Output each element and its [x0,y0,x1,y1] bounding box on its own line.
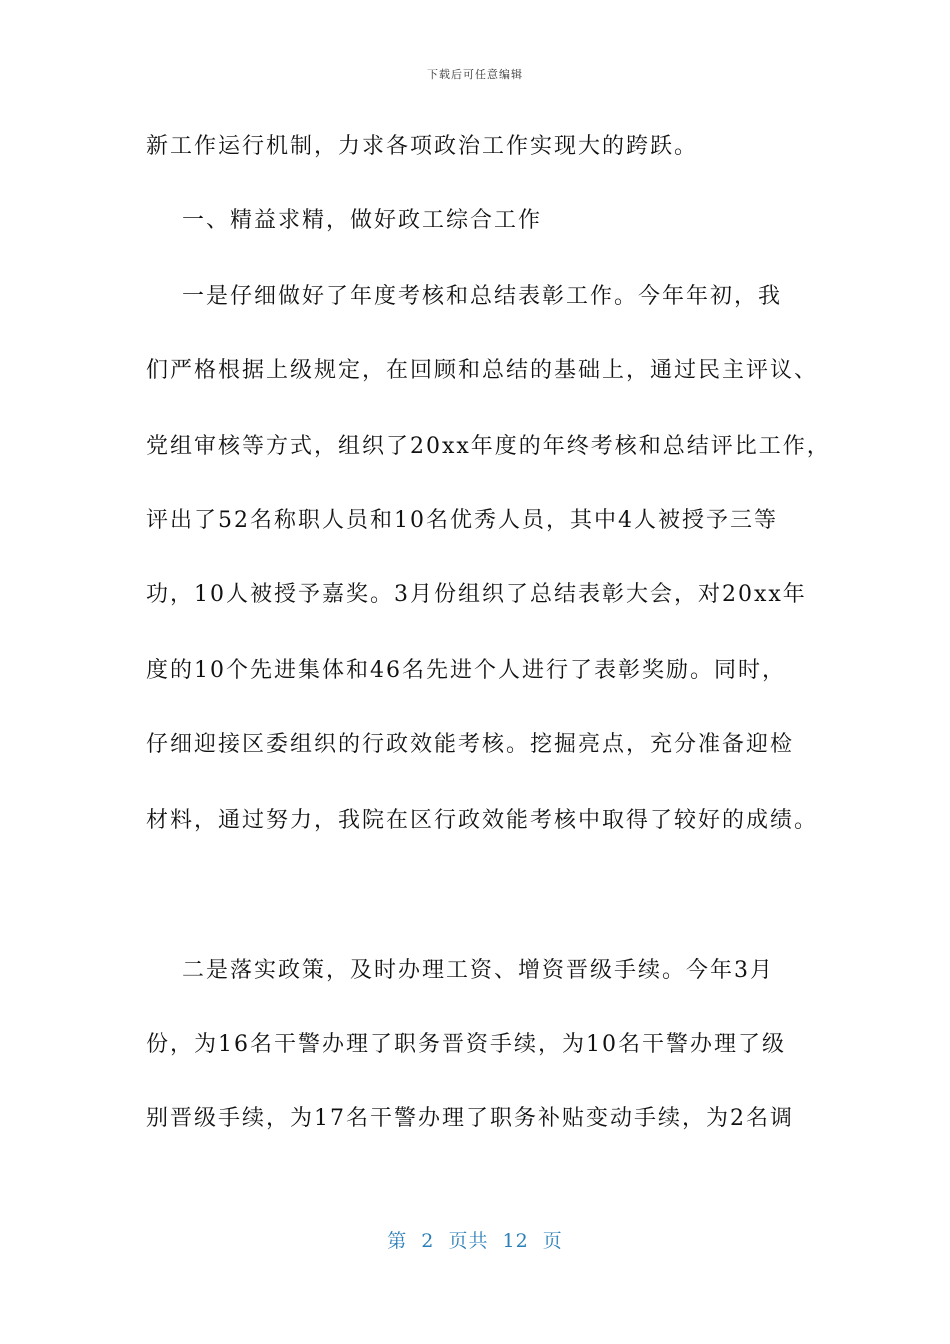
text-line: 们严格根据上级规定，在回顾和总结的基础上，通过民主评议、 [146,358,819,383]
text-line: 新工作运行机制，力求各项政治工作实现大的跨跃。 [146,134,699,159]
text-line: 材料，通过努力，我院在区行政效能考核中取得了较好的成绩。 [146,808,819,833]
text-line: 度的10个先进集体和46名先进个人进行了表彰奖励。同时， [146,658,786,683]
text-line: 功，10人被授予嘉奖。3月份组织了总结表彰大会，对20xx年 [146,582,807,607]
text-line: 评出了52名称职人员和10名优秀人员，其中4人被授予三等 [146,508,778,533]
page-number: 第 2 页共 12 页 [387,1230,563,1252]
text-line: 仔细迎接区委组织的行政效能考核。挖掘亮点，充分准备迎检 [146,732,795,757]
text-line: 一是仔细做好了年度考核和总结表彰工作。今年年初，我 [146,284,782,309]
text-line: 别晋级手续，为17名干警办理了职务补贴变动手续，为2名调 [146,1106,794,1131]
text-line: 党组审核等方式，组织了20xx年度的年终考核和总结评比工作， [146,434,831,459]
text-line: 二是落实政策，及时办理工资、增资晋级手续。今年3月 [146,958,774,983]
header-note: 下载后可任意编辑 [427,68,523,81]
section-heading: 一、精益求精，做好政工综合工作 [146,208,542,233]
text-line: 份，为16名干警办理了职务晋资手续，为10名干警办理了级 [146,1032,786,1057]
